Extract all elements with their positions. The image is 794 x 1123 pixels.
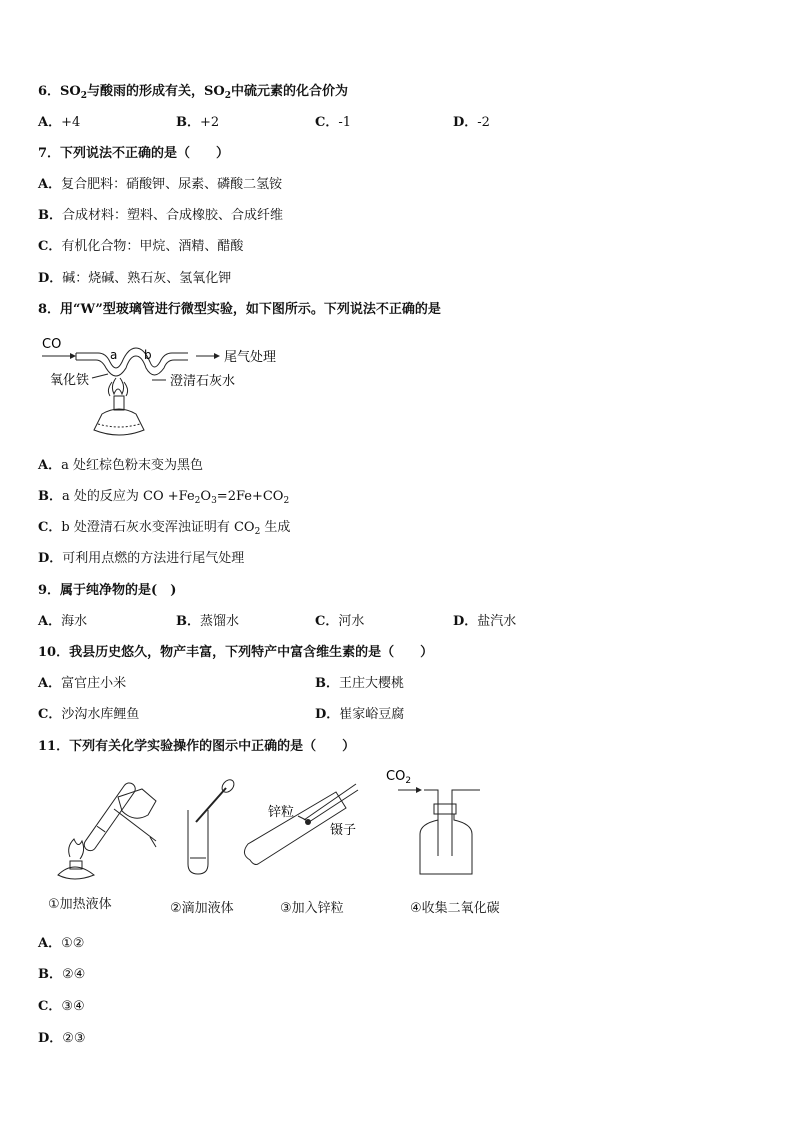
q6-option-d[interactable]: D．-2 (453, 115, 490, 130)
q8-option-b[interactable]: B．a 处的反应为 CO $+Fe_2O_3=2Fe+CO_2$ (38, 489, 290, 506)
caption-heating-liquid: ①加热液体 (48, 897, 112, 912)
q10-option-d[interactable]: D．崔家峪豆腐 (315, 707, 405, 722)
q10-option-c[interactable]: C．沙沟水库鲤鱼 (38, 707, 140, 722)
q8-option-d[interactable]: D．可利用点燃的方法进行尾气处理 (38, 551, 245, 566)
q6-stem: 6．$SO_2$与酸雨的形成有关，$SO_2$中硫元素的化合价为 (38, 84, 349, 101)
q6-option-a[interactable]: A．+4 (38, 115, 81, 130)
q7-option-b[interactable]: B．合成材料：塑料、合成橡胶、合成纤维 (38, 208, 284, 223)
q6-option-b[interactable]: B．+2 (176, 115, 220, 130)
q8-option-a[interactable]: A．a 处红棕色粉末变为黑色 (38, 458, 203, 473)
co-label: CO (42, 337, 62, 352)
q9-option-a[interactable]: A．海水 (38, 614, 88, 629)
limewater-label: 澄清石灰水 (170, 374, 236, 389)
label-b: b (144, 348, 152, 362)
q11-stem: 11．下列有关化学实验操作的图示中正确的是（ ） (38, 739, 356, 754)
q10-option-a[interactable]: A．富官庄小米 (38, 676, 127, 691)
collecting-co2-figure (380, 764, 490, 879)
q11-option-a[interactable]: A．①② (38, 936, 85, 951)
dropping-liquid-figure (176, 778, 236, 878)
label-a: a (110, 348, 118, 362)
q8-option-c[interactable]: C．b 处澄清石灰水变浑浊证明有 $CO_2$ 生成 (38, 520, 291, 537)
zinc-label: 锌粒 (268, 805, 295, 820)
caption-collecting-co2: ④收集二氧化碳 (410, 901, 500, 916)
q11-option-b[interactable]: B．②④ (38, 967, 86, 982)
heating-liquid-figure (44, 775, 164, 885)
q9-stem: 9．属于纯净物的是( ) (38, 583, 177, 598)
q11-option-d[interactable]: D．②③ (38, 1031, 86, 1046)
q7-option-c[interactable]: C．有机化合物：甲烷、酒精、醋酸 (38, 239, 244, 254)
adding-zinc-figure (238, 780, 368, 875)
q8-stem: 8．用“W”型玻璃管进行微型实验，如下图所示。下列说法不正确的是 (38, 302, 441, 317)
caption-adding-zinc: ③加入锌粒 (280, 901, 344, 916)
tweezers-label: 镊子 (330, 823, 357, 838)
svg-text:CO2: $CO_2$ (386, 769, 412, 786)
q9-option-d[interactable]: D．盐汽水 (453, 614, 517, 629)
caption-dropping-liquid: ②滴加液体 (170, 901, 234, 916)
q11-option-c[interactable]: C．③④ (38, 999, 85, 1014)
iron-oxide-label: 氧化铁 (50, 373, 90, 388)
tail-gas-label: 尾气处理 (224, 350, 277, 365)
q7-option-a[interactable]: A．复合肥料：硝酸钾、尿素、磷酸二氢铵 (38, 177, 283, 192)
q7-option-d[interactable]: D．碱：烧碱、熟石灰、氢氧化钾 (38, 271, 232, 286)
q10-stem: 10．我县历史悠久，物产丰富，下列特产中富含维生素的是（ ） (38, 645, 434, 660)
q9-option-c[interactable]: C．河水 (315, 614, 365, 629)
q10-option-b[interactable]: B．王庄大樱桃 (315, 676, 405, 691)
q9-option-b[interactable]: B．蒸馏水 (176, 614, 240, 629)
w-tube-apparatus-figure (36, 330, 296, 445)
q7-stem: 7．下列说法不正确的是（ ） (38, 146, 230, 161)
q6-option-c[interactable]: C．-1 (315, 115, 352, 130)
